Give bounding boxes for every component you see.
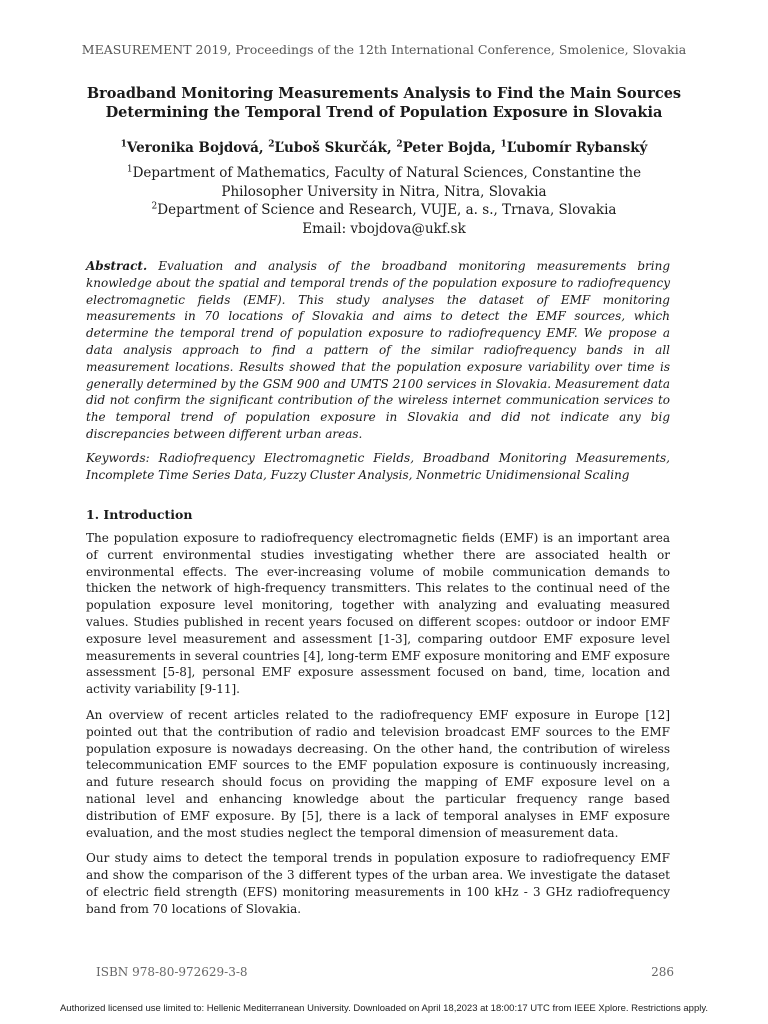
affiliation-2-text: Department of Science and Research, VUJE, a. s., Trnava, Slovakia: [157, 202, 617, 218]
author-1: Veronika Bojdová,: [126, 140, 264, 156]
author-2-sup: 2: [268, 139, 275, 150]
affiliation-1-line-1: [100, 164, 668, 183]
license-notice: Authorized licensed use limited to: Hellenic Mediterranean University. Downloaded on April 18,2023 at 18:00:17 UTC from IEEE Xplore. Restrictions apply.: [59, 1003, 709, 1014]
affiliation-2-sup: 2: [151, 201, 158, 212]
author-list: [60, 140, 708, 156]
title-line-1: Broadband Monitoring Measurements Analysis to Find the Main Sources: [86, 85, 682, 102]
paper-title: [70, 84, 698, 122]
abstract-label: Abstract.: [86, 259, 148, 273]
abstract: [86, 258, 670, 443]
introduction-body: [86, 530, 670, 927]
affiliation-1-sup: 1: [126, 164, 133, 175]
keywords: Keywords: Radiofrequency Electromagnetic Fields, Broadband Monitoring Measurements, Incomplete Time Series Data, Fuzzy Cluster Analysis, Nonmetric Unidimensional Scaling: [86, 451, 670, 482]
author-4: Ľubomír Rybanský: [506, 140, 648, 156]
affiliation-1-text: Department of Mathematics, Faculty of Natural Sciences, Constantine the: [132, 165, 642, 181]
author-3: Peter Bojda,: [402, 140, 496, 156]
running-header: MEASUREMENT 2019, Proceedings of the 12th International Conference, Smolenice, Slovakia: [81, 42, 687, 57]
affiliations: [100, 164, 668, 238]
paragraph-2: An overview of recent articles related to the radiofrequency EMF exposure in Europe [12] pointed out that the contribution of radio and television broadcast EMF sources to the EMF population exposure is nowadays decreasing. On the other hand, the contribution of wireless telecommunication EMF sources to the EMF population exposure is continuously increasing, and future research should focus on providing the mapping of EMF exposure level on a national level and enhancing knowledge about the particular frequency range based distribution of EMF exposure. By [5], there is a lack of temporal analyses in EMF exposure evaluation, and the most studies neglect the temporal dimension of measurement data.: [86, 707, 670, 840]
paragraph-1: The population exposure to radiofrequency electromagnetic fields (EMF) is an important area of current environmental studies investigating whether there are associated health or environmental effects. The ever-increasing volume of mobile communication demands to thicken the network of high-frequency transmitters. This relates to the continual need of the population exposure level monitoring, together with analyzing and evaluating measured values. Studies published in recent years focused on different scopes: outdoor or indoor EMF exposure level measurement and assessment [1-3], comparing outdoor EMF exposure level measurements in several countries [4], long-term EMF exposure monitoring and EMF exposure assessment [5-8], personal EMF exposure assessment focused on band, time, location and activity variability [9-11].: [86, 531, 670, 697]
author-3-sup: 2: [396, 139, 403, 150]
section-heading-introduction: 1. Introduction: [86, 507, 193, 522]
author-email: Email: vbojdova@ukf.sk: [302, 220, 466, 237]
author-4-sup: 1: [500, 139, 507, 150]
isbn: ISBN 978-80-972629-3-8: [96, 965, 248, 979]
paragraph-3: Our study aims to detect the temporal trends in population exposure to radiofrequency EMF and show the comparison of the 3 different types of the urban area. We investigate the dataset of electric field strength (EFS) monitoring measurements in 100 kHz - 3 GHz radiofrequency band from 70 locations of Slovakia.: [86, 851, 670, 916]
abstract-text: Evaluation and analysis of the broadband monitoring measurements bring knowledge about the spatial and temporal trends of the population exposure to radiofrequency electromagnetic fields (EMF). This study analyses the dataset of EMF monitoring measurements in 70 locations of Slovakia and aims to detect the EMF sources, which determine the temporal trend of population exposure to radiofrequency EMF. We propose a data analysis approach to find a pattern of the similar radiofrequency bands in all measurement locations. Results showed that the population exposure variability over time is generally determined by the GSM 900 and UMTS 2100 services in Slovakia. Measurement data did not confirm the significant contribution of the wireless internet communication services to the temporal trend of population exposure in Slovakia and did not indicate any big discrepancies between different urban areas.: [86, 259, 670, 441]
author-2: Ľuboš Skurčák,: [274, 140, 392, 156]
affiliation-2: [100, 201, 668, 220]
page-number: 286: [651, 965, 674, 979]
author-1-sup: 1: [120, 139, 127, 150]
affiliation-1-line-2: Philosopher University in Nitra, Nitra, Slovakia: [221, 183, 547, 200]
title-line-2: Determining the Temporal Trend of Population Exposure in Slovakia: [105, 104, 663, 121]
